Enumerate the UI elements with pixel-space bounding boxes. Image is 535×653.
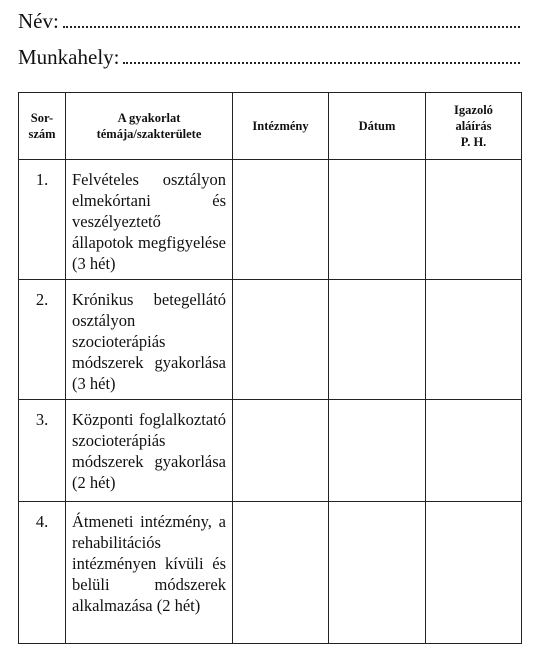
table-header-row [19, 93, 522, 160]
header-institution: Intézmény [233, 93, 329, 160]
date-cell[interactable] [329, 160, 426, 280]
table-row [19, 400, 522, 502]
row-topic: Központi foglalkoztató szocioterápiás módszerek gyakorlása (2 hét) [66, 400, 233, 502]
row-topic: Felvételes osztályon elmekórtani és veszélyeztető állapotok megfigyelése (3 hét) [66, 160, 233, 280]
signature-cell[interactable] [426, 280, 522, 400]
workplace-dotted-line[interactable] [123, 44, 520, 64]
institution-cell[interactable] [233, 502, 329, 644]
row-topic: Krónikus betegellátó osztályon szocioterápiás módszerek gyakorlása (3 hét) [66, 280, 233, 400]
row-number: 4. [19, 502, 66, 644]
header-date: Dátum [329, 93, 426, 160]
row-topic: Átmeneti intézmény, a rehabilitációs intézményen kívüli és belüli módszerek alkalmazása (2 hét) [66, 502, 233, 644]
row-number: 2. [19, 280, 66, 400]
row-number: 1. [19, 160, 66, 280]
name-dotted-line[interactable] [63, 8, 520, 28]
workplace-label: Munkahely: [18, 45, 120, 69]
table-row [19, 280, 522, 400]
institution-cell[interactable] [233, 400, 329, 502]
signature-cell[interactable] [426, 400, 522, 502]
name-label: Név: [18, 9, 59, 33]
date-cell[interactable] [329, 400, 426, 502]
name-field[interactable] [18, 8, 520, 33]
header-signature: Igazoló aláírás P. H. [426, 93, 522, 160]
date-cell[interactable] [329, 502, 426, 644]
institution-cell[interactable] [233, 280, 329, 400]
institution-cell[interactable] [233, 160, 329, 280]
signature-cell[interactable] [426, 160, 522, 280]
row-number: 3. [19, 400, 66, 502]
table-row [19, 160, 522, 280]
table-row [19, 502, 522, 644]
practice-table [18, 92, 522, 644]
header-topic: A gyakorlat témája/szakterülete [66, 93, 233, 160]
header-serial: Sor- szám [19, 93, 66, 160]
date-cell[interactable] [329, 280, 426, 400]
signature-cell[interactable] [426, 502, 522, 644]
workplace-field[interactable] [18, 44, 520, 69]
